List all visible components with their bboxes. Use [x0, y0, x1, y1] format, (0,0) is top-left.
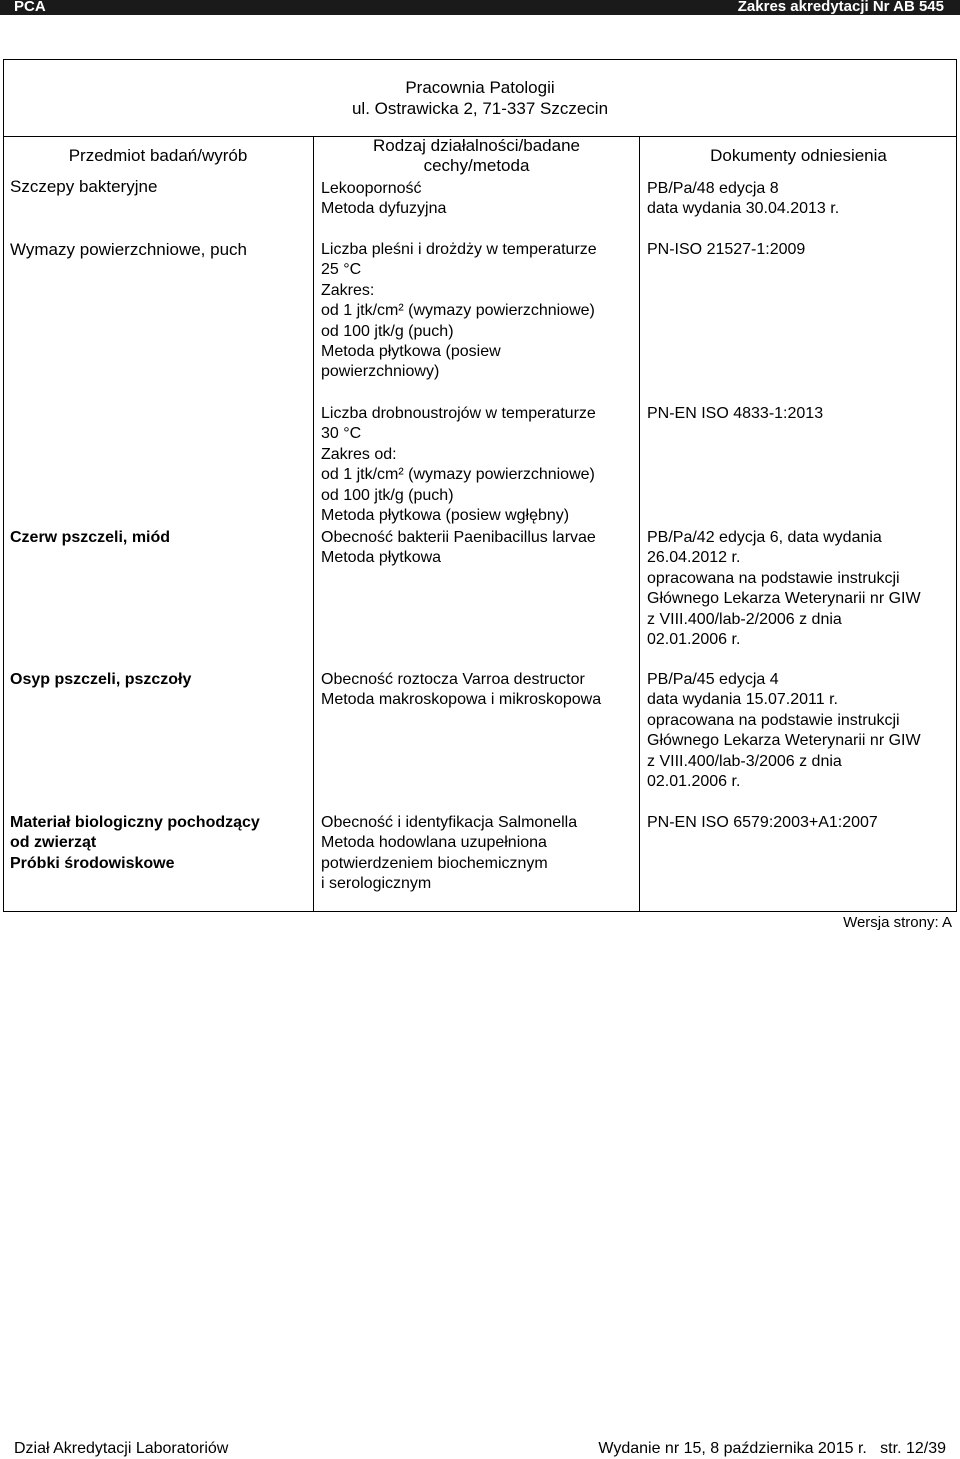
activity-line: od 1 jtk/cm² (wymazy powierzchniowe) — [321, 302, 595, 320]
row-documents — [647, 240, 805, 260]
subject-line: Materiał biologiczny pochodzący — [10, 814, 260, 831]
accreditation-title: Zakres akredytacji Nr AB 545 — [737, 0, 944, 15]
document-line: z VIII.400/lab-3/2006 z dnia — [647, 752, 842, 770]
footer-department: Dział Akredytacji Laboratoriów — [14, 1440, 229, 1457]
document-line: 02.01.2006 r. — [647, 773, 741, 791]
activity-line: i serologicznym — [321, 875, 432, 893]
activity-line: Metoda makroskopowa i mikroskopowa — [321, 691, 602, 709]
row-activity — [321, 813, 577, 895]
activity-line: Obecność i identyfikacja Salmonella — [321, 814, 578, 831]
column-divider — [639, 136, 640, 912]
footer-edition: Wydanie nr 15, 8 października 2015 r. str. 12/39 — [598, 1440, 946, 1457]
row-subject — [10, 240, 247, 260]
row-documents — [647, 404, 823, 424]
row-activity — [321, 528, 596, 569]
row-subject — [10, 670, 191, 690]
row-documents — [647, 813, 878, 833]
row-documents — [647, 528, 921, 650]
activity-line: od 100 jtk/g (puch) — [321, 486, 454, 504]
row-activity — [321, 670, 601, 711]
document-line: opracowana na podstawie instrukcji — [647, 569, 900, 587]
column-header-subject: Przedmiot badań/wyrób — [68, 146, 248, 165]
activity-line: Metoda hodowlana uzupełniona — [321, 834, 547, 852]
row-subject — [10, 177, 157, 197]
activity-line: Metoda płytkowa (posiew wgłębny) — [321, 507, 570, 525]
row-documents — [647, 179, 839, 220]
subject-line: Wymazy powierzchniowe, puch — [10, 240, 247, 259]
subject-line: od zwierząt — [10, 834, 97, 852]
document-line: 02.01.2006 r. — [647, 631, 741, 649]
row-documents — [647, 670, 921, 792]
row-activity — [321, 240, 597, 383]
org-label: PCA — [14, 0, 46, 15]
lab-name: Pracownia Patologii — [405, 78, 555, 97]
activity-line: 30 °C — [321, 425, 362, 443]
document-line: PB/Pa/48 edycja 8 — [647, 180, 779, 197]
column-header-activity-line2: cechy/metoda — [423, 156, 530, 175]
activity-line: Obecność bakterii Paenibacillus larvae — [321, 529, 596, 546]
top-bar — [0, 0, 960, 15]
activity-line: Zakres od: — [321, 445, 397, 463]
column-header-documents: Dokumenty odniesienia — [710, 146, 887, 165]
activity-line: Zakres: — [321, 281, 375, 299]
row-activity — [321, 179, 446, 220]
document-line: PB/Pa/42 edycja 6, data wydania — [647, 529, 882, 546]
document-line: PN-EN ISO 4833-1:2013 — [647, 405, 824, 422]
document-line: Głównego Lekarza Weterynarii nr GIW — [647, 590, 921, 608]
subject-line: Próbki środowiskowe — [10, 854, 175, 872]
column-header-activity-line1: Rodzaj działalności/badane — [373, 136, 580, 155]
document-line: Głównego Lekarza Weterynarii nr GIW — [647, 732, 921, 750]
activity-line: Metoda płytkowa — [321, 549, 442, 567]
document-line: data wydania 15.07.2011 r. — [647, 691, 838, 709]
subject-line: Osyp pszczeli, pszczoły — [10, 671, 192, 688]
row-activity — [321, 404, 596, 526]
lab-address: ul. Ostrawicka 2, 71-337 Szczecin — [351, 99, 609, 118]
document-line: PN-EN ISO 6579:2003+A1:2007 — [647, 814, 878, 831]
document-line: 26.04.2012 r. — [647, 549, 741, 567]
subject-line: Czerw pszczeli, miód — [10, 529, 171, 546]
activity-line: od 1 jtk/cm² (wymazy powierzchniowe) — [321, 466, 595, 484]
column-header-activity — [314, 136, 639, 176]
page-version: Wersja strony: A — [843, 914, 952, 931]
lab-header — [3, 59, 957, 137]
document-line: data wydania 30.04.2013 r. — [647, 200, 840, 218]
activity-line: Obecność roztocza Varroa destructor — [321, 671, 585, 688]
activity-line: 25 °C — [321, 261, 362, 279]
activity-line: Lekooporność — [321, 180, 422, 197]
row-subject — [10, 528, 170, 548]
page-footer — [0, 1436, 960, 1459]
column-divider — [313, 136, 314, 912]
document-line: z VIII.400/lab-2/2006 z dnia — [647, 610, 842, 628]
activity-line: Metoda płytkowa (posiew — [321, 343, 501, 361]
activity-line: Liczba drobnoustrojów w temperaturze — [321, 405, 596, 422]
activity-line: Liczba pleśni i drożdży w temperaturze — [321, 241, 597, 258]
document-line: PB/Pa/45 edycja 4 — [647, 671, 779, 688]
subject-line: Szczepy bakteryjne — [10, 177, 158, 196]
activity-line: potwierdzeniem biochemicznym — [321, 854, 548, 872]
activity-line: Metoda dyfuzyjna — [321, 200, 447, 218]
row-subject — [10, 813, 260, 874]
activity-line: od 100 jtk/g (puch) — [321, 322, 454, 340]
document-line: opracowana na podstawie instrukcji — [647, 711, 900, 729]
activity-line: powierzchniowy) — [321, 363, 440, 381]
document-line: PN-ISO 21527-1:2009 — [647, 241, 806, 258]
